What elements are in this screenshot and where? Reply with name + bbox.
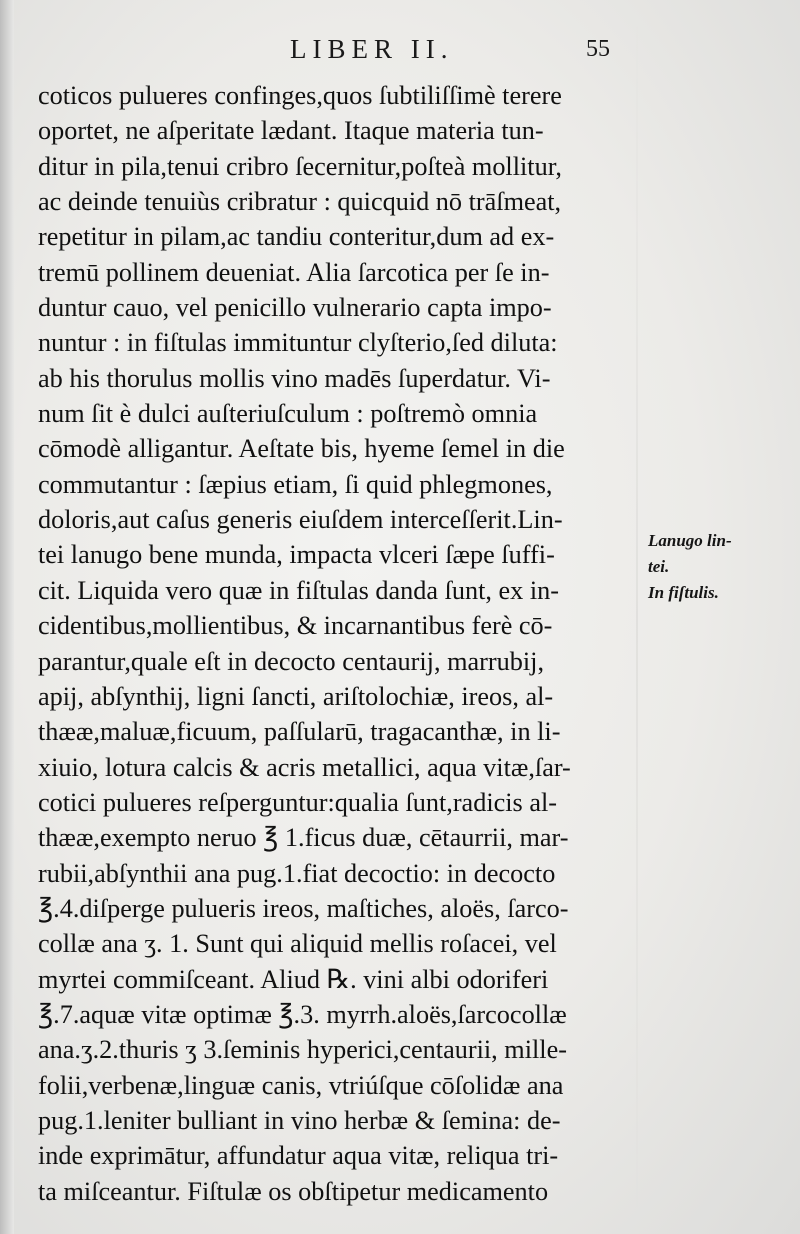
page-number: 55 — [586, 36, 610, 62]
text-line: myrtei commiſceant. Aliud ℞. vini albi odoriferi — [38, 963, 549, 994]
text-line: folii,verbenæ,linguæ canis, vtriúſque cōſolidæ ana — [38, 1069, 564, 1100]
text-line: doloris,aut caſus generis eiuſdem interceſſerit.Lin- — [38, 504, 563, 535]
text-line: cit. Liquida vero quæ in fiſtulas danda ſunt, ex in- — [38, 574, 560, 605]
running-title: LIBER II. — [290, 34, 454, 64]
margin-note: In fiſtulis. — [648, 583, 719, 602]
text-line: oportet, ne aſperitate lædant. Itaque materia tun- — [38, 115, 544, 146]
text-line: cidentibus,mollientibus, & incarnantibus ferè cō- — [38, 610, 553, 641]
text-line: thææ,exempto neruo ℥ 1.ficus duæ, cētaurrii, mar- — [38, 822, 569, 853]
body-text — [38, 78, 644, 1209]
text-line: coticos pulueres confinges,quos ſubtiliſſimè terere — [38, 80, 562, 110]
text-line: pug.1.leniter bulliant in vino herbæ & ſemina: de- — [38, 1104, 561, 1135]
text-line: tremū pollinem deueniat. Alia ſarcotica per ſe in- — [38, 256, 550, 287]
text-line: repetitur in pilam,ac tandiu conteritur,dum ad ex- — [38, 221, 555, 252]
text-line: ac deinde tenuiùs cribratur : quicquid nō trāſmeat, — [38, 186, 562, 217]
text-line: apij, abſynthij, ligni ſancti, ariſtolochiæ, ireos, al- — [38, 680, 554, 711]
text-line: commutantur : ſæpius etiam, ſi quid phlegmones, — [38, 468, 553, 499]
text-line: parantur,quale eſt in decocto centaurij, marrubij, — [38, 645, 545, 676]
text-line: nuntur : in fiſtulas immituntur clyſterio,ſed diluta: — [38, 327, 558, 358]
margin-notes — [648, 528, 788, 606]
text-line: ta miſceantur. Fiſtulæ os obſtipetur medicamento — [38, 1175, 549, 1206]
text-line: duntur cauo, vel penicillo vulnerario capta impo- — [38, 292, 552, 323]
text-line: ditur in pila,tenui cribro ſecernitur,poſteà mollitur, — [38, 150, 562, 181]
text-line: ℥.7.aquæ vitæ optimæ ℥.3. myrrh.aloës,ſarcocollæ — [38, 998, 567, 1029]
text-line: inde exprimātur, affundatur aqua vitæ, reliqua tri- — [38, 1140, 559, 1171]
text-line: tei lanugo bene munda, impacta vlceri ſæpe ſuffi- — [38, 539, 555, 570]
text-line: cotici pulueres reſperguntur:qualia ſunt,radicis al- — [38, 786, 557, 817]
text-line: ab his thorulus mollis vino madēs ſuperdatur. Vi- — [38, 362, 551, 393]
text-line: xiuio, lotura calcis & acris metallici, aqua vitæ,ſar- — [38, 751, 571, 782]
text-line: collæ ana ʒ. 1. Sunt qui aliquid mellis roſacei, vel — [38, 928, 557, 959]
text-line: num ſit è dulci auſteriuſculum : poſtremò omnia — [38, 398, 538, 429]
page-header — [40, 34, 630, 74]
margin-note: tei. — [648, 557, 670, 576]
text-line: rubii,abſynthii ana pug.1.fiat decoctio: in decocto — [38, 857, 556, 888]
margin-note: Lanugo lin- — [648, 531, 732, 550]
text-line: ℥.4.diſperge pulueris ireos, maſtiches, aloës, ſarco- — [38, 892, 569, 923]
page-gutter-shadow — [0, 0, 14, 1234]
text-line: cōmodè alligantur. Aeſtate bis, hyeme ſemel in die — [38, 433, 565, 464]
text-line: thææ,maluæ,ficuum, paſſularū, tragacanthæ, in li- — [38, 716, 561, 747]
text-line: ana.ʒ.2.thuris ʒ 3.ſeminis hyperici,centaurii, mille- — [38, 1034, 567, 1065]
